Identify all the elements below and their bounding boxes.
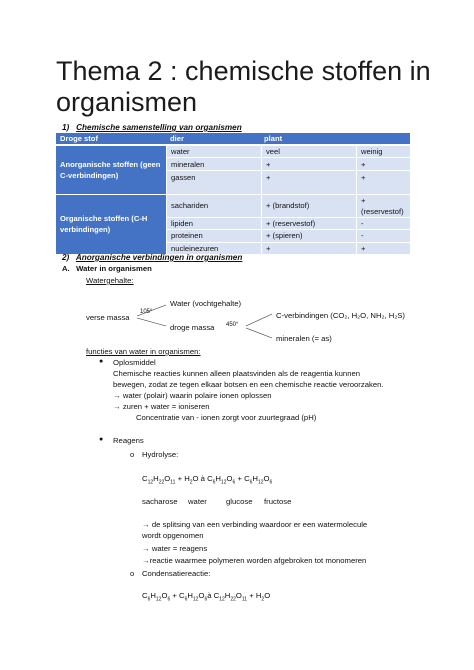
diagram-line [246,328,272,338]
section-2-title: Anorganische verbindingen in organismen [75,253,243,262]
hydrolyse-label: Hydrolyse: [142,450,179,459]
arrow-icon: → [142,544,150,553]
table-cell: + (brandstof) [262,194,357,217]
table-cell: gassen [167,170,262,194]
bullet-circle: o [130,450,135,459]
table-cell: mineralen [167,158,262,170]
hydrolyse-equation: $C_{12}H_{22}O_{11} + H_2O$ à $C_6H_{12}O_6 + C_6H_{12}O_6$ [142,474,273,486]
functies-heading: functies van water in organismen: [86,347,201,356]
oplosmiddel-point-text: zuren + water = ioniseren [120,402,210,411]
oplosmiddel-point-text: water (polair) waarin polaire ionen oplossen [120,391,272,400]
table-cell: + [262,158,357,170]
table-cell: + [357,158,411,170]
table-cell: lipiden [167,217,262,229]
arrow-icon: → [113,391,121,400]
diagram-line [137,318,166,326]
verse-massa: verse massa [86,313,130,322]
compound-name: fructose [264,497,292,506]
mineralen-as: mineralen (= as) [276,334,332,343]
table-cell: + (reservestof) [357,194,411,217]
arrow-icon: → [113,402,121,411]
hydrolyse-explanation-text: de splitsing van een verbinding waardoor er een watermolecule [149,520,368,529]
table-cell: proteinen [167,230,262,242]
temperature-450: 450° [226,322,239,328]
table-header: Droge stof [56,133,166,144]
oplosmiddel-point [113,391,272,401]
hydrolyse-explanation-text: reactie waarmee polymeren worden afgebroken tot monomeren [149,556,367,565]
hydrolyse-explanation [142,544,207,554]
table-header: plant [260,133,354,144]
table-cell: water [167,146,262,158]
table-cell: weinig [357,146,411,158]
oplosmiddel-title: Oplosmiddel [113,358,156,367]
watergehalte-label: Watergehalte: [86,276,134,285]
arrow-icon: → [142,556,150,565]
compound-name: sacharose [142,497,178,506]
oplosmiddel-point [113,402,210,412]
table-cell: nucleinezuren [167,242,262,254]
oplosmiddel-text: Concentratie van - ionen zorgt voor zuurtegraad (pH) [136,413,317,422]
temperature-105: 105° [140,309,153,315]
diagram-line [246,314,272,326]
section-1-number: 1) [62,123,70,132]
oplosmiddel-text: Chemische reacties kunnen alleen plaatsvinden als de reagentia kunnen [113,369,361,378]
section-2-number: 2) [62,253,70,262]
condensatie-equation: $C_6H_{12}O_6$ + $C_6H_{12}O_6à$ $C_{12}H_{22}O_{11} + H_2O$ [142,591,271,603]
table-cell: - [357,217,411,229]
table-cell: veel [262,146,357,158]
subsection-a-label: A. [62,264,70,273]
table-cell: + [357,170,411,194]
section-1-title: Chemische samenstelling van organismen [76,123,242,132]
hydrolyse-explanation [142,520,367,530]
table-header: dier [166,133,260,144]
reagens-title: Reagens [113,436,144,445]
group-label-organisch: Organische stoffen (C-H verbindingen) [56,194,167,254]
compound-name: glucose [226,497,253,506]
bullet-dot: ● [99,358,104,365]
compound-name: water [188,497,207,506]
page-title: Thema 2 : chemische stoffen in organismen [56,56,431,117]
oplosmiddel-text: bewegen, zodat ze tegen elkaar botsen en een chemische reactie veroorzaken. [113,380,384,389]
bullet-dot: ● [99,436,104,443]
group-label-anorganisch: Anorganische stoffen (geen C-verbindingen) [56,146,167,195]
table-cell: sachariden [167,194,262,217]
hydrolyse-explanation [142,556,366,566]
table-cell: + [262,242,357,254]
table-cell: + [262,170,357,194]
condensatie-label: Condensatiereactie: [142,569,211,578]
bullet-circle: o [130,569,135,578]
droge-massa: droge massa [170,323,215,332]
table-cell: - [357,230,411,242]
subsection-a-title: Water in organismen [76,264,152,273]
water-vochtgehalte: Water (vochtgehalte) [170,299,242,308]
arrow-icon: → [142,520,150,529]
c-verbindingen: C-verbindingen (CO₂, H₂O, NH₂, H₂S) [276,311,405,320]
hydrolyse-explanation-text: water = reagens [149,544,208,553]
hydrolyse-explanation: wordt opgenomen [142,531,204,540]
table-cell: + [357,242,411,254]
table-cell: + (spieren) [262,230,357,242]
table-cell: + (reservestof) [262,217,357,229]
